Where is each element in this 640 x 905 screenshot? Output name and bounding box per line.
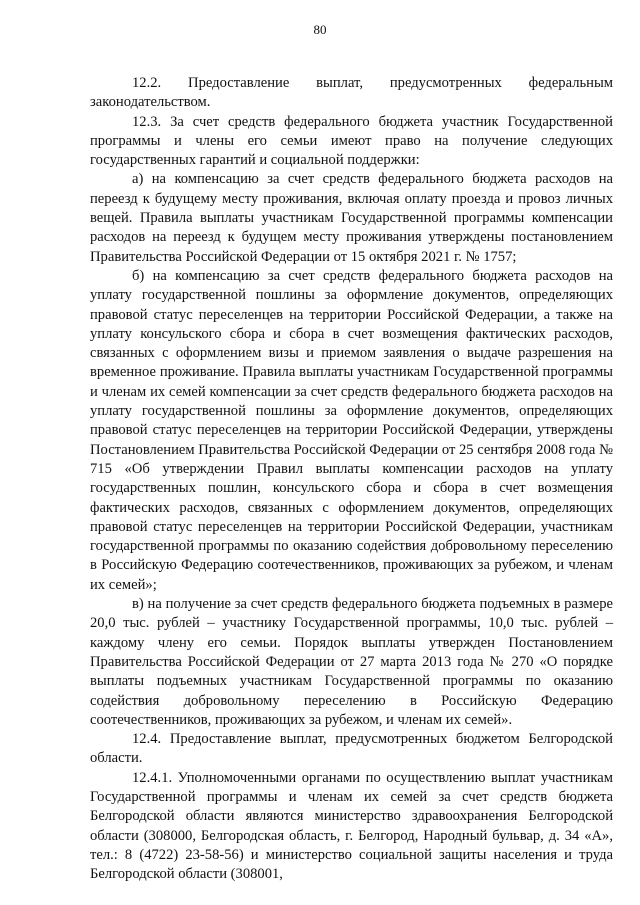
paragraph-12-3-a: а) на компенсацию за счет средств федерального бюджета расходов на переезд к будущему месту проживания, включая оплату проезда и провоз личных вещей. Правила выплаты участникам Государственной программы компенсации расходов на переезд к будущем месту проживания утверждены постановлением Правительства Российской Федерации от 15 октября 2021 г. № 1757; — [90, 171, 613, 265]
paragraph-12-4: 12.4. Предоставление выплат, предусмотренных бюджетом Белгородской области. — [90, 731, 613, 767]
paragraph-12-3: 12.3. За счет средств федерального бюджета участник Государственной программы и члены его семьи имеют право на получение следующих государственных гарантий и социальной поддержки: — [90, 113, 613, 169]
paragraph-12-3-v: в) на получение за счет средств федерального бюджета подъемных в размере 20,0 тыс. рублей – участнику Государственной программы, 10,0 тыс. рублей – каждому члену его семьи. Порядок выплаты утвержден Постановлением Правительства Российской Федерации от 27 марта 2013 года № 270 «О порядке выплаты подъемных участникам Государственной программы по оказанию содействия добровольному переселению в Российскую Федерацию соотечественников, проживающих за рубежом, и членам их семей». — [90, 596, 613, 728]
document-body — [90, 74, 613, 884]
paragraph-12-4-1: 12.4.1. Уполномоченными органами по осуществлению выплат участникам Государственной программы и членам их семей за счет средств бюджета Белгородской области являются министерство здравоохранения Белгородской области (308000, Белгородская область, г. Белгород, Народный бульвар, д. 34 «А», тел.: 8 (4722) 23-58-56) и министерство социальной защиты населения и труда Белгородской области (308001, — [90, 769, 613, 883]
paragraph-12-3-b: б) на компенсацию за счет средств федерального бюджета расходов на уплату государственной пошлины за оформление документов, определяющих правовой статус переселенцев на территории Российской Федерации, а также на уплату консульского сбора и сбора в счет возмещения фактических расходов, связанных с оформлением визы и приемом заявления о выдаче разрешения на временное проживание. Правила выплаты участникам Государственной программы и членам их семей компенсации за счет средств федерального бюджета расходов на уплату государственной пошлины за оформление документов, определяющих правовой статус переселенцев на территории Российской Федерации, утверждены Постановлением Правительства Российской Федерации от 25 сентября 2008 года № 715 «Об утверждении Правил выплаты компенсации расходов на уплату государственных пошлин, консульского сбора и сбора в счет возмещения фактических расходов, связанных с оформлением документов, определяющих правовой статус переселенцев на территории Российской Федерации, участникам государственной программы по оказанию содействия добровольному переселению в Российскую Федерацию соотечественников, проживающих за рубежом, и членам их семей»; — [90, 267, 613, 593]
paragraph-12-2: 12.2. Предоставление выплат, предусмотренных федеральным законодательством. — [90, 75, 613, 111]
page-number: 80 — [313, 22, 327, 37]
